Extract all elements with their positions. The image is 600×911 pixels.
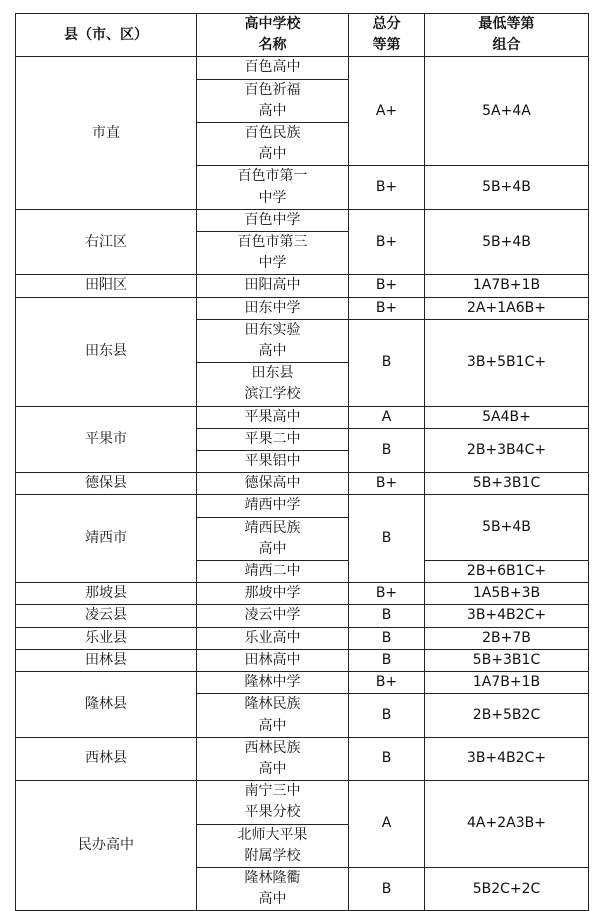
- grade-cell: B: [349, 319, 425, 406]
- combo-cell: 5B+4B: [425, 209, 589, 275]
- combo-cell: 3B+5B1C+: [425, 319, 589, 406]
- county-cell: 右江区: [16, 209, 197, 275]
- table-row: [16, 57, 589, 79]
- grade-cell: B: [349, 649, 425, 671]
- school-cell: 靖西二中: [197, 561, 349, 583]
- table-row: [16, 583, 589, 605]
- school-cell: 百色高中: [197, 57, 349, 79]
- school-cell: 北师大平果 附属学校: [197, 824, 349, 867]
- county-cell: 民办高中: [16, 781, 197, 911]
- table-row: [16, 737, 589, 780]
- school-cell: 百色中学: [197, 209, 349, 231]
- grade-cell: B+: [349, 275, 425, 297]
- combo-cell: 5B2C+2C: [425, 867, 589, 910]
- school-cell: 百色市第一 中学: [197, 166, 349, 209]
- combo-cell: 1A5B+3B: [425, 583, 589, 605]
- combo-cell: 4A+2A3B+: [425, 781, 589, 868]
- combo-cell: 2B+5B2C: [425, 694, 589, 737]
- combo-cell: 5B+4B: [425, 166, 589, 209]
- grade-cell: A: [349, 781, 425, 868]
- county-cell: 市直: [16, 57, 197, 209]
- school-cell: 田东实验 高中: [197, 319, 349, 362]
- school-cell: 平果二中: [197, 428, 349, 450]
- county-cell: 西林县: [16, 737, 197, 780]
- county-cell: 平果市: [16, 406, 197, 473]
- school-cell: 田东县 滨江学校: [197, 363, 349, 406]
- table-row: [16, 473, 589, 495]
- county-cell: 德保县: [16, 473, 197, 495]
- combo-cell: 3B+4B2C+: [425, 605, 589, 627]
- county-cell: 田林县: [16, 649, 197, 671]
- combo-cell: 1A7B+1B: [425, 275, 589, 297]
- header-row: [16, 14, 589, 57]
- school-cell: 隆林中学: [197, 672, 349, 694]
- grade-cell: B: [349, 605, 425, 627]
- grade-cell: B: [349, 867, 425, 910]
- grade-cell: B+: [349, 209, 425, 275]
- school-cell: 南宁三中 平果分校: [197, 781, 349, 824]
- table-row: [16, 781, 589, 824]
- table-row: [16, 627, 589, 649]
- school-cell: 德保高中: [197, 473, 349, 495]
- combo-cell: 2B+7B: [425, 627, 589, 649]
- header-min-combo: 最低等第 组合: [425, 14, 589, 57]
- school-cell: 乐业高中: [197, 627, 349, 649]
- school-cell: 百色市第三 中学: [197, 232, 349, 275]
- grade-cell: B: [349, 694, 425, 737]
- school-cell: 靖西民族 高中: [197, 517, 349, 560]
- school-cell: 百色祈福 高中: [197, 79, 349, 122]
- grade-cell: B+: [349, 672, 425, 694]
- school-cell: 靖西中学: [197, 495, 349, 517]
- school-cell: 隆林民族 高中: [197, 694, 349, 737]
- table-row: [16, 605, 589, 627]
- admission-grade-table: [15, 13, 589, 911]
- table-row: [16, 297, 589, 319]
- combo-cell: 2A+1A6B+: [425, 297, 589, 319]
- combo-cell: 5B+4B: [425, 495, 589, 561]
- county-cell: 隆林县: [16, 672, 197, 738]
- header-total-grade: 总分 等第: [349, 14, 425, 57]
- header-county: 县（市、区）: [16, 14, 197, 57]
- grade-cell: B+: [349, 297, 425, 319]
- county-cell: 乐业县: [16, 627, 197, 649]
- grade-cell: B: [349, 627, 425, 649]
- school-cell: 平果高中: [197, 406, 349, 428]
- combo-cell: 2B+3B4C+: [425, 428, 589, 472]
- combo-cell: 5B+3B1C: [425, 473, 589, 495]
- county-cell: 田东县: [16, 297, 197, 406]
- grade-cell: B: [349, 428, 425, 472]
- grade-cell: B+: [349, 473, 425, 495]
- school-cell: 那坡中学: [197, 583, 349, 605]
- grade-cell: A+: [349, 57, 425, 166]
- school-cell: 田林高中: [197, 649, 349, 671]
- school-cell: 百色民族 高中: [197, 123, 349, 166]
- table-row: [16, 649, 589, 671]
- table-row: [16, 495, 589, 517]
- school-cell: 西林民族 高中: [197, 737, 349, 780]
- combo-cell: 5A+4A: [425, 57, 589, 166]
- school-cell: 田东中学: [197, 297, 349, 319]
- table-row: [16, 209, 589, 231]
- combo-cell: 1A7B+1B: [425, 672, 589, 694]
- header-school: 高中学校 名称: [197, 14, 349, 57]
- school-cell: 凌云中学: [197, 605, 349, 627]
- table-row: [16, 672, 589, 694]
- school-cell: 田阳高中: [197, 275, 349, 297]
- school-cell: 平果铝中: [197, 451, 349, 473]
- grade-cell: B+: [349, 583, 425, 605]
- school-cell: 隆林隆衢 高中: [197, 867, 349, 910]
- combo-cell: 2B+6B1C+: [425, 561, 589, 583]
- county-cell: 凌云县: [16, 605, 197, 627]
- grade-cell: B+: [349, 166, 425, 209]
- grade-cell: B: [349, 495, 425, 583]
- table-row: [16, 406, 589, 428]
- combo-cell: 5B+3B1C: [425, 649, 589, 671]
- grade-cell: B: [349, 737, 425, 780]
- table-row: [16, 275, 589, 297]
- county-cell: 那坡县: [16, 583, 197, 605]
- combo-cell: 5A4B+: [425, 406, 589, 428]
- combo-cell: 3B+4B2C+: [425, 737, 589, 780]
- county-cell: 田阳区: [16, 275, 197, 297]
- county-cell: 靖西市: [16, 495, 197, 583]
- grade-cell: A: [349, 406, 425, 428]
